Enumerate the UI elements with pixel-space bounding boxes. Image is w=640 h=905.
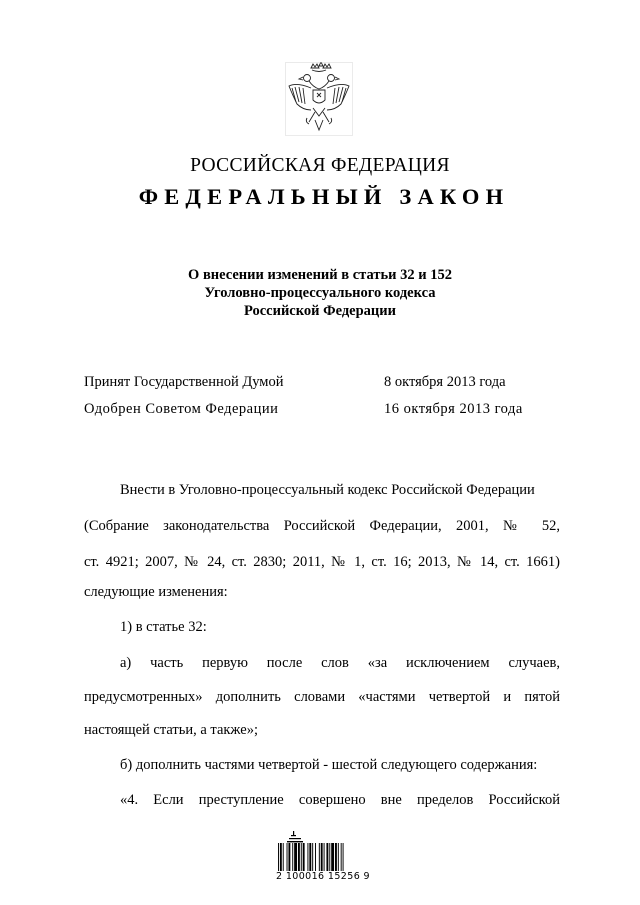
barcode-logo-icon bbox=[287, 831, 303, 843]
barcode-bar bbox=[338, 843, 339, 871]
body-line: 1) в статье 32: bbox=[120, 619, 207, 635]
barcode-bar bbox=[283, 843, 284, 871]
barcode-bar bbox=[324, 843, 325, 871]
barcode-bar bbox=[301, 843, 302, 871]
barcode-bar bbox=[321, 843, 323, 871]
barcode-bar bbox=[278, 843, 279, 871]
double-headed-eagle-emblem-icon bbox=[285, 62, 353, 136]
barcode-bar bbox=[343, 843, 344, 871]
body-line: б) дополнить частями четвертой - шестой следующего содержания: bbox=[120, 757, 538, 773]
barcode-bar bbox=[303, 843, 305, 871]
adoption-label: Принят Государственной Думой bbox=[84, 374, 284, 390]
body-line: настоящей статьи, а также»; bbox=[84, 722, 258, 738]
barcode-bar bbox=[329, 843, 330, 871]
barcode-bar bbox=[280, 843, 282, 871]
adoption-date: 8 октября 2013 года bbox=[384, 374, 506, 390]
barcode-bar bbox=[292, 843, 293, 871]
body-line: (Собрание законодательства Российской Федерации, 2001, № 52, bbox=[84, 518, 560, 534]
barcode-bar bbox=[307, 843, 308, 871]
barcode-number: 2 100016 15256 9 bbox=[275, 871, 371, 882]
barcode-bar bbox=[319, 843, 320, 871]
barcode-bar bbox=[341, 843, 342, 871]
barcode-bar bbox=[298, 843, 300, 871]
barcode-icon bbox=[278, 843, 366, 871]
law-title-line: Уголовно-процессуального кодекса bbox=[204, 285, 436, 301]
barcode-bar bbox=[287, 843, 288, 871]
law-title bbox=[0, 266, 640, 320]
law-title-line: О внесении изменений в статьи 32 и 152 bbox=[188, 267, 452, 283]
law-type-heading: ФЕДЕРАЛЬНЫЙ ЗАКОН bbox=[138, 184, 510, 209]
barcode-bar bbox=[331, 843, 334, 871]
barcode-bar bbox=[335, 843, 337, 871]
body-line: ст. 4921; 2007, № 24, ст. 2830; 2011, № 1, ст. 16; 2013, № 14, ст. 1661) bbox=[84, 554, 560, 570]
body-line: следующие изменения: bbox=[84, 584, 228, 600]
adoption-label: Одобрен Советом Федерации bbox=[84, 401, 279, 417]
body-line: «4. Если преступление совершено вне пределов Российской bbox=[120, 792, 560, 808]
body-line: а) часть первую после слов «за исключением случаев, bbox=[120, 655, 560, 671]
barcode-bar bbox=[326, 843, 328, 871]
barcode-bar bbox=[315, 843, 316, 871]
barcode-bar bbox=[288, 843, 290, 871]
law-title-line: Российской Федерации bbox=[243, 303, 396, 319]
barcode-bar bbox=[309, 843, 311, 871]
barcode-bar bbox=[312, 843, 313, 871]
country-heading: РОССИЙСКАЯ ФЕДЕРАЦИЯ bbox=[190, 155, 450, 176]
body-line: Внести в Уголовно-процессуальный кодекс Российской Федерации bbox=[120, 482, 535, 498]
barcode-bar bbox=[294, 843, 297, 871]
body-line: предусмотренных» дополнить словами «частями четвертой и пятой bbox=[84, 689, 560, 705]
adoption-date: 16 октября 2013 года bbox=[384, 401, 523, 417]
